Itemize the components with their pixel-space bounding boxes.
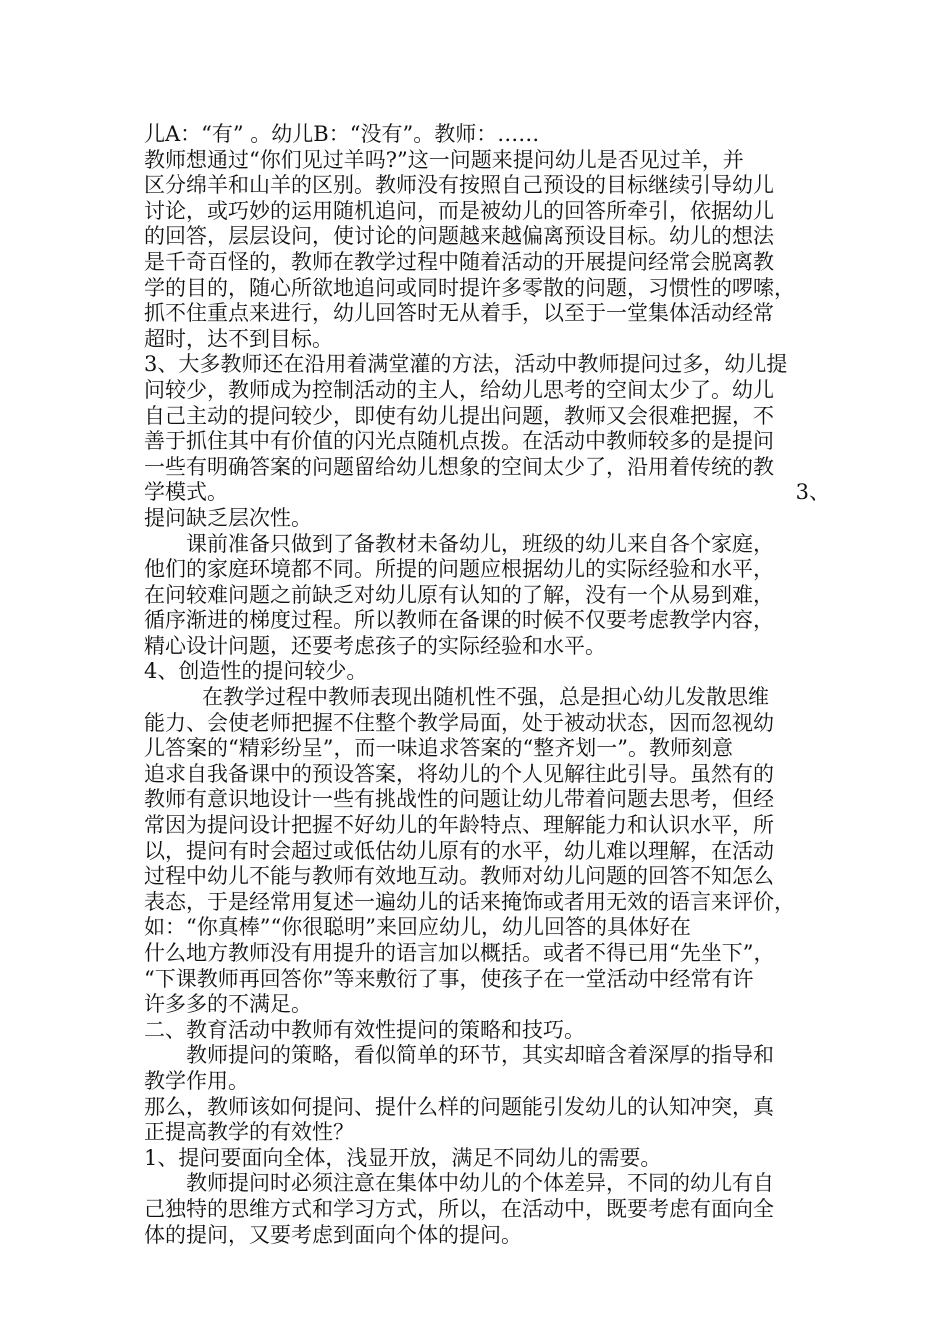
text-line: 教师想通过“你们见过羊吗?”这一问题来提问幼儿是否见过羊，并 [144,147,744,172]
text-line: 如：“你真棒”“你很聪明”来回应幼儿，幼儿回答的具体好在 [144,915,691,940]
text-line: 己独特的思维方式和学习方式，所以，在活动中，既要考虑有面向全 [144,1196,774,1221]
split-line [144,480,830,506]
text-line: 3、大多教师还在沿用着满堂灌的方法，活动中教师提问过多，幼儿提 [144,352,788,377]
text-line: 教师有意识地设计一些有挑战性的问题让幼儿带着问题去思考，但经 [144,787,774,812]
text-line: 问较少，教师成为控制活动的主人，给幼儿思考的空间太少了。幼儿 [144,377,774,402]
text-line: 自己主动的提问较少，即使有幼儿提出问题，教师又会很难把握，不 [144,403,774,428]
text-line: 在问较难问题之前缺乏对幼儿原有认知的了解，没有一个从易到难， [144,582,774,607]
document-page [144,122,830,1248]
text-line: 善于抓住其中有价值的闪光点随机点拨。在活动中教师较多的是提问 [144,429,774,454]
text-line: 循序渐进的梯度过程。所以教师在备课的时候不仅要考虑教学内容， [144,608,774,633]
text-line: 讨论，或巧妙的运用随机追问，而是被幼儿的回答所牵引，依据幼儿 [144,198,774,223]
text-line: 常因为提问设计把握不好幼儿的年龄特点、理解能力和认识水平，所 [144,813,774,838]
text-line: “下课教师再回答你”等来敷衍了事，使孩子在一堂活动中经常有许 [144,966,754,991]
paragraph-goat-example [144,122,830,352]
text-line: 的回答，层层设问，使讨论的问题越来越偏离预设目标。幼儿的想法 [144,224,774,249]
paragraph-strategies [144,1043,830,1171]
paragraph-creativity [144,685,830,1043]
text-line: 许多多的不满足。 [144,992,312,1017]
text-line: 那么，教师该如何提问、提什么样的问题能引发幼儿的认知冲突，真 [144,1094,774,1119]
text-line: 学的目的，随心所欲地追问或同时提许多零散的问题，习惯性的啰嗦， [144,275,795,300]
text-line: 在教学过程中教师表现出随机性不强，总是担心幼儿发散思维 [202,685,769,710]
text-line: 什么地方教师没有用提升的语言加以概括。或者不得已用“先坐下”， [144,941,775,965]
paragraph-point-3-overquestioning [144,352,830,531]
text-line: 体的提问，又要考虑到面向个体的提问。 [144,1222,522,1247]
text-line: 他们的家庭环境都不同。所提的问题应根据幼儿的实际经验和水平， [144,557,774,582]
text-line-left: 学模式。 [144,480,228,505]
text-line: 追求自我备课中的预设答案，将幼儿的个人见解往此引导。虽然有的 [144,761,774,786]
text-line: 教学作用。 [144,1068,249,1093]
text-line: 正提高教学的有效性？ [144,1120,354,1145]
paragraph-individual-differences [144,1171,830,1248]
text-line: 超时，达不到目标。 [144,326,333,351]
paragraph-preparation [144,532,830,686]
heading-point-4-creative-questions: 4、创造性的提问较少。 [144,659,368,684]
text-line: 是千奇百怪的，教师在教学过程中随着活动的开展提问经常会脱离教 [144,249,774,274]
text-line: 抓不住重点来进行，幼儿回答时无从着手，以至于一堂集体活动经常 [144,301,774,326]
text-line: 教师提问的策略，看似简单的环节，其实却暗含着深厚的指导和 [186,1043,774,1068]
text-line: 儿答案的“精彩纷呈”，而一味追求答案的“整齐划一”。教师刻意 [144,736,733,761]
heading-point-1-whole-class: 1、提问要面向全体，浅显开放，满足不同幼儿的需要。 [144,1145,662,1170]
text-line: 儿A：“有” 。幼儿B：“没有”。教师：…… [144,122,540,146]
text-line: 课前准备只做到了备教材未备幼儿，班级的幼儿来自各个家庭， [186,531,774,556]
text-line: 一些有明确答案的问题留给幼儿想象的空间太少了，沿用着传统的教 [144,454,774,479]
text-line: 过程中幼儿不能与教师有效地互动。教师对幼儿问题的回答不知怎么 [144,864,774,889]
text-line: 区分绵羊和山羊的区别。教师没有按照自己预设的目标继续引导幼儿 [144,173,774,198]
heading-section-2-strategies: 二、教育活动中教师有效性提问的策略和技巧。 [144,1017,585,1042]
text-line: 能力、会使老师把握不住整个教学局面，处于被动状态，因而忽视幼 [144,710,774,735]
text-line: 教师提问时必须注意在集体中幼儿的个体差异，不同的幼儿有自 [186,1171,774,1196]
heading-point-3-lack-of-levels: 提问缺乏层次性。 [144,505,312,530]
text-line: 表态，于是经常用复述一遍幼儿的话来掩饰或者用无效的语言来评价， [144,889,795,914]
text-line-right: 3、 [795,480,830,505]
text-line: 精心设计问题，还要考虑孩子的实际经验和水平。 [144,633,606,658]
text-line: 以，提问有时会超过或低估幼儿原有的水平，幼儿难以理解，在活动 [144,838,774,863]
